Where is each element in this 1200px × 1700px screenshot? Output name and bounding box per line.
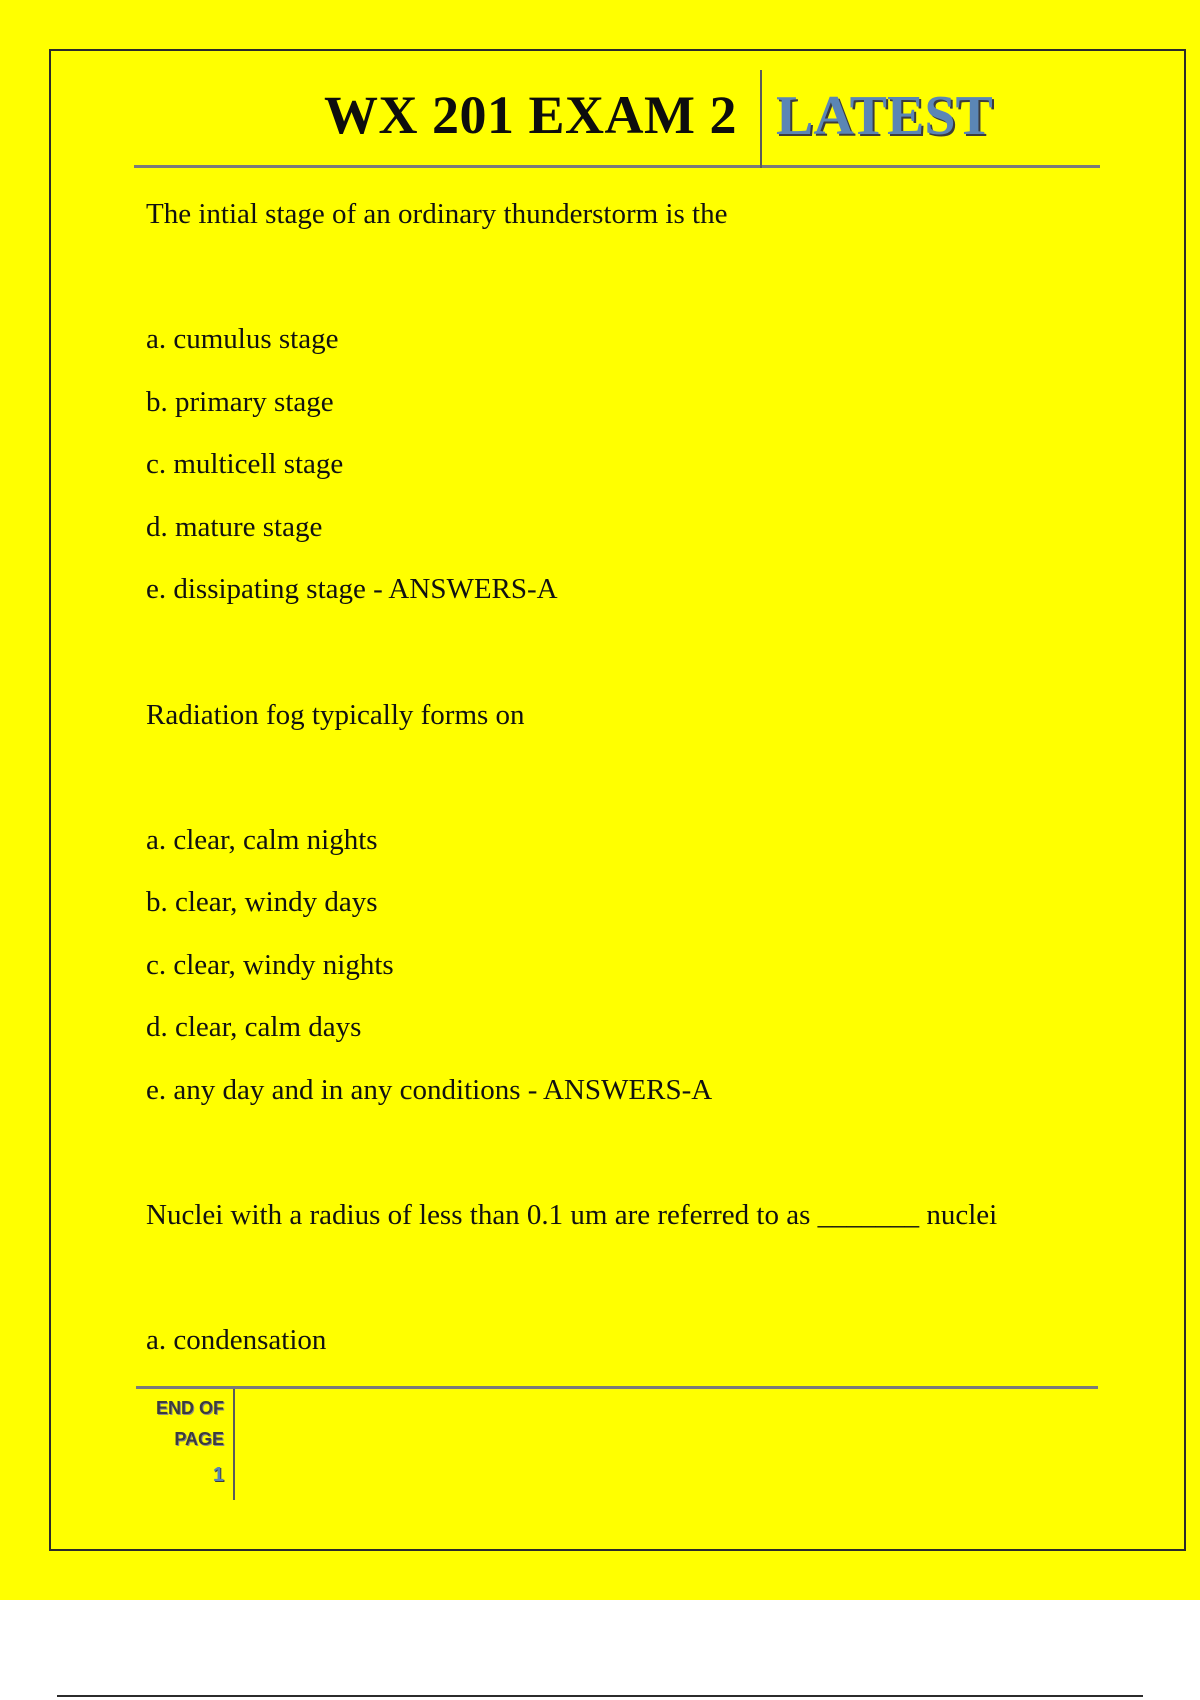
footer-label	[130, 1393, 224, 1455]
question-2-option-c: c. clear, windy nights	[146, 948, 394, 981]
question-1-option-d: d. mature stage	[146, 510, 323, 543]
footer-label-line2: PAGE	[174, 1429, 224, 1449]
question-2-text: Radiation fog typically forms on	[146, 698, 525, 731]
question-2-option-e: e. any day and in any conditions - ANSWERS-A	[146, 1073, 713, 1106]
footer-label-line1: END OF	[155, 1398, 224, 1418]
question-3-text: Nuclei with a radius of less than 0.1 um are referred to as _______ nuclei	[146, 1199, 998, 1231]
footer-rule	[136, 1386, 1098, 1389]
question-2-option-d: d. clear, calm days	[146, 1011, 362, 1043]
question-1-option-b: b. primary stage	[146, 385, 334, 418]
question-1-text: The intial stage of an ordinary thunderstorm is the	[146, 198, 728, 230]
document-header	[134, 70, 1100, 168]
document-subtitle: LATEST	[776, 85, 993, 147]
question-1-option-a: a. cumulus stage	[146, 323, 339, 355]
document-title: WX 201 EXAM 2	[324, 85, 737, 145]
bottom-rule	[57, 1695, 1143, 1697]
page-number: 1	[212, 1464, 224, 1486]
question-1-option-e: e. dissipating stage - ANSWERS-A	[146, 573, 558, 605]
question-2-option-b: b. clear, windy days	[146, 886, 378, 918]
question-1-option-c: c. multicell stage	[146, 448, 344, 480]
header-divider	[760, 70, 762, 168]
question-list	[146, 194, 1086, 1383]
question-2-option-a: a. clear, calm nights	[146, 823, 378, 856]
footer-divider	[233, 1389, 235, 1500]
question-3-option-a: a. condensation	[146, 1324, 327, 1356]
